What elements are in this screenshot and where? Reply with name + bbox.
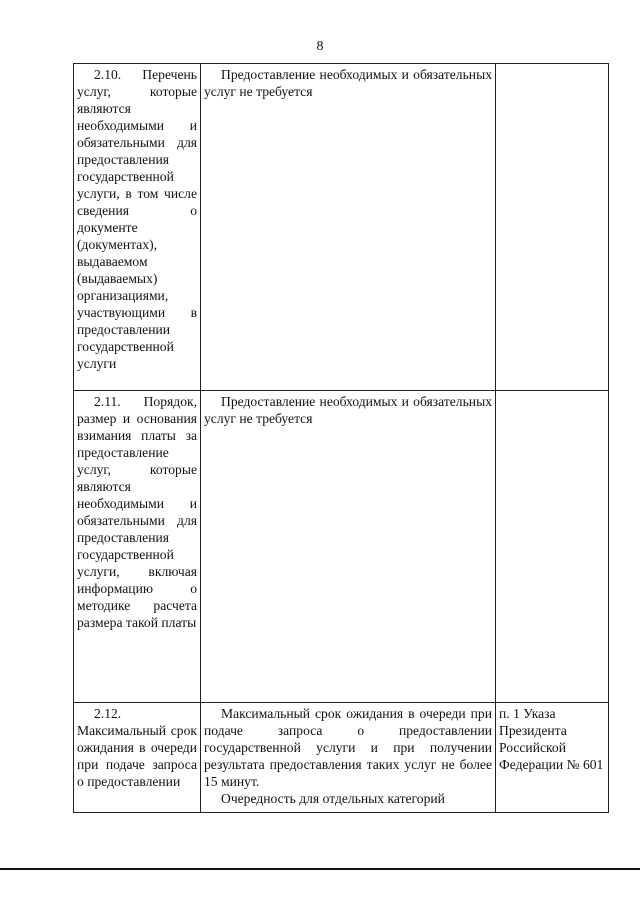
row-name: 2.10. Перечень услуг, которые являются необходимыми и обязательными для предоставления государственной услуги, в том числе сведения о документе (документах), выдаваемом (выдаваемых) организациями, участвующими в предоставлении государственной услуги: [77, 67, 197, 371]
row-name: 2.11. Порядок, размер и основания взимания платы за предоставление услуг, которые являются необходимыми и обязательными для предоставления государственной услуги, включая информацию о методике расчета размера такой платы: [77, 394, 197, 630]
row-basis-cell: [496, 64, 609, 391]
table-row: [74, 703, 609, 813]
bottom-rule: [0, 868, 640, 870]
row-name-cell: [74, 64, 201, 391]
table-row: [74, 64, 609, 391]
row-content-paragraph: Предоставление необходимых и обязательных услуг не требуется: [204, 67, 492, 99]
row-name-cell: [74, 703, 201, 813]
regulation-table: [73, 63, 609, 813]
row-basis-cell: [496, 391, 609, 703]
row-content-cell: [201, 64, 496, 391]
row-name-cell: [74, 391, 201, 703]
row-name: 2.12. Максимальный срок ожидания в очереди при подаче запроса о предоставлении: [77, 706, 197, 789]
row-content-cell: [201, 391, 496, 703]
row-content-paragraph: Очередность для отдельных категорий: [221, 791, 445, 806]
row-basis-cell: п. 1 Указа Президента Российской Федерации № 601: [496, 703, 609, 813]
table-row: [74, 391, 609, 703]
row-content-paragraph: Максимальный срок ожидания в очереди при подаче запроса о предоставлении государственной услуги и при получении результата предоставления таких услуг не более 15 минут.: [204, 706, 492, 789]
row-content-paragraph: Предоставление необходимых и обязательных услуг не требуется: [204, 394, 492, 426]
page-number: 8: [316, 39, 324, 54]
row-content-cell: [201, 703, 496, 813]
